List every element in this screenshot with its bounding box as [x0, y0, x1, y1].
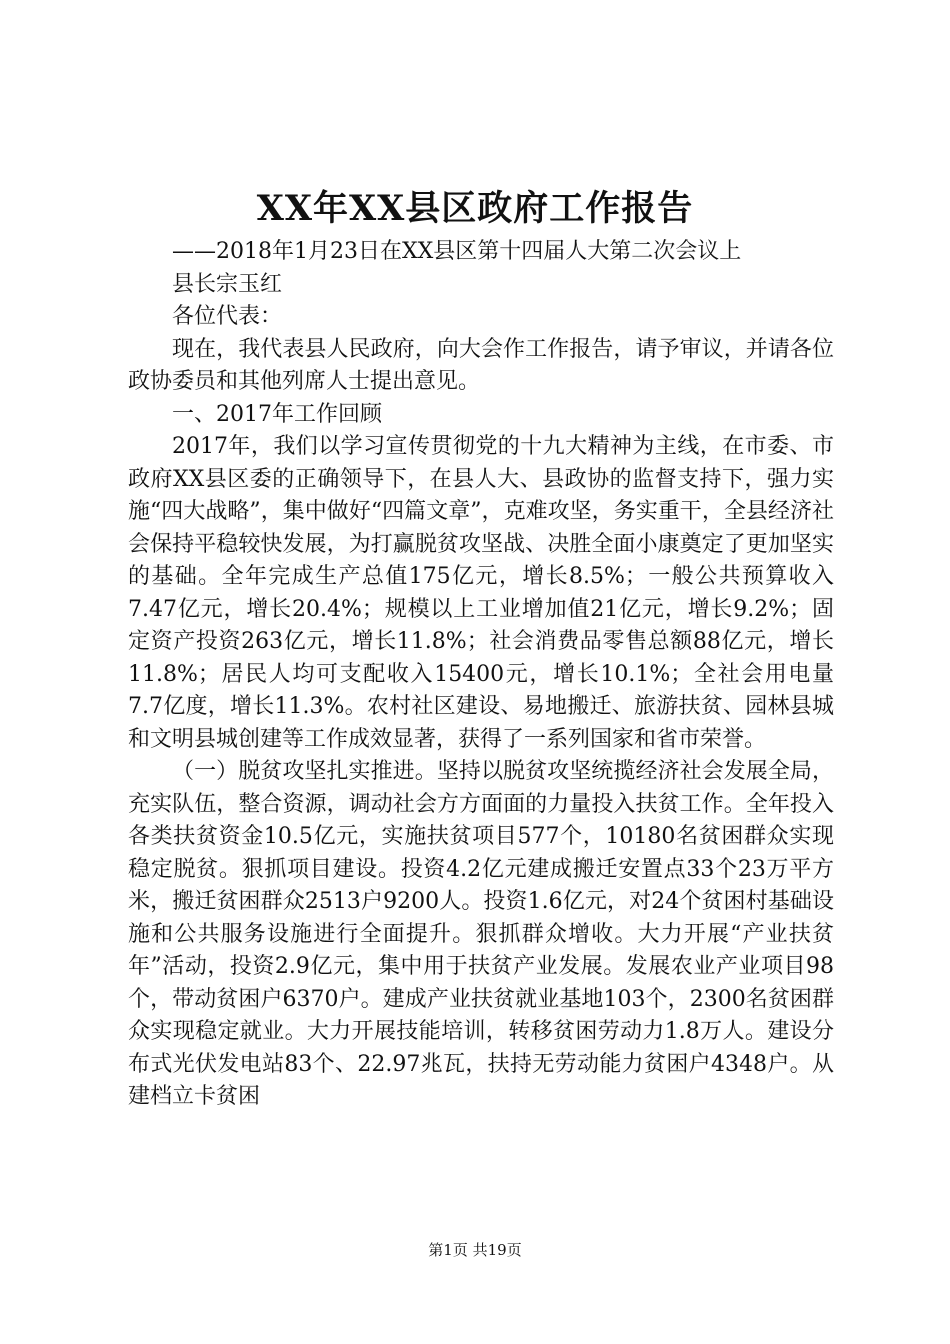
paragraph-review: 2017年，我们以学习宣传贯彻党的十九大精神为主线，在市委、市政府XX县区委的正确领导下，在县人大、县政协的监督支持下，强力实施“四大战略”，集中做好“四篇文章”，克难攻坚，务实重干，全县经济社会保持平稳较快发展，为打赢脱贫攻坚战、决胜全面小康奠定了更加坚实的基础。全年完成生产总值175亿元，增长8.5%；一般公共预算收入7.47亿元，增长20.4%；规模以上工业增加值21亿元，增长9.2%；固定资产投资263亿元，增长11.8%；社会消费品零售总额88亿元，增长11.8%；居民人均可支配收入15400元，增长10.1%；全社会用电量7.7亿度，增长11.3%。农村社区建设、易地搬迁、旅游扶贫、园林县城和文明县城创建等工作成效显著，获得了一系列国家和省市荣誉。	[128, 434, 834, 752]
document-subtitle: ——2018年1月23日在XX县区第十四届人大第二次会议上	[172, 239, 742, 264]
speaker-line: 县长宗玉红	[172, 271, 283, 297]
salutation: 各位代表：	[172, 304, 283, 329]
document-title: XX年XX县区政府工作报告	[256, 188, 694, 229]
paragraph-intro: 现在，我代表县人民政府，向大会作工作报告，请予审议，并请各位政协委员和其他列席人士提出意见。	[128, 336, 834, 394]
page-footer: 第1页 共19页	[428, 1241, 522, 1259]
section-heading: 一、2017年工作回顾	[172, 401, 382, 427]
paragraph-poverty: （一）脱贫攻坚扎实推进。坚持以脱贫攻坚统揽经济社会发展全局，充实队伍，整合资源，调动社会方方面面的力量投入扶贫工作。全年投入各类扶贫资金10.5亿元，实施扶贫项目577个，10180名贫困群众实现稳定脱贫。狠抓项目建设。投资4.2亿元建成搬迁安置点33个23万平方米，搬迁贫困群众2513户9200人。投资1.6亿元，对24个贫困村基础设施和公共服务设施进行全面提升。狠抓群众增收。大力开展“产业扶贫年”活动，投资2.9亿元，集中用于扶贫产业发展。发展农业产业项目98个，带动贫困户6370户。建成产业扶贫就业基地103个，2300名贫困群众实现稳定就业。大力开展技能培训，转移贫困劳动力1.8万人。建设分布式光伏发电站83个、22.97兆瓦，扶持无劳动能力贫困户4348户。从建档立卡贫困	[128, 759, 834, 1109]
document-body	[128, 236, 834, 1114]
